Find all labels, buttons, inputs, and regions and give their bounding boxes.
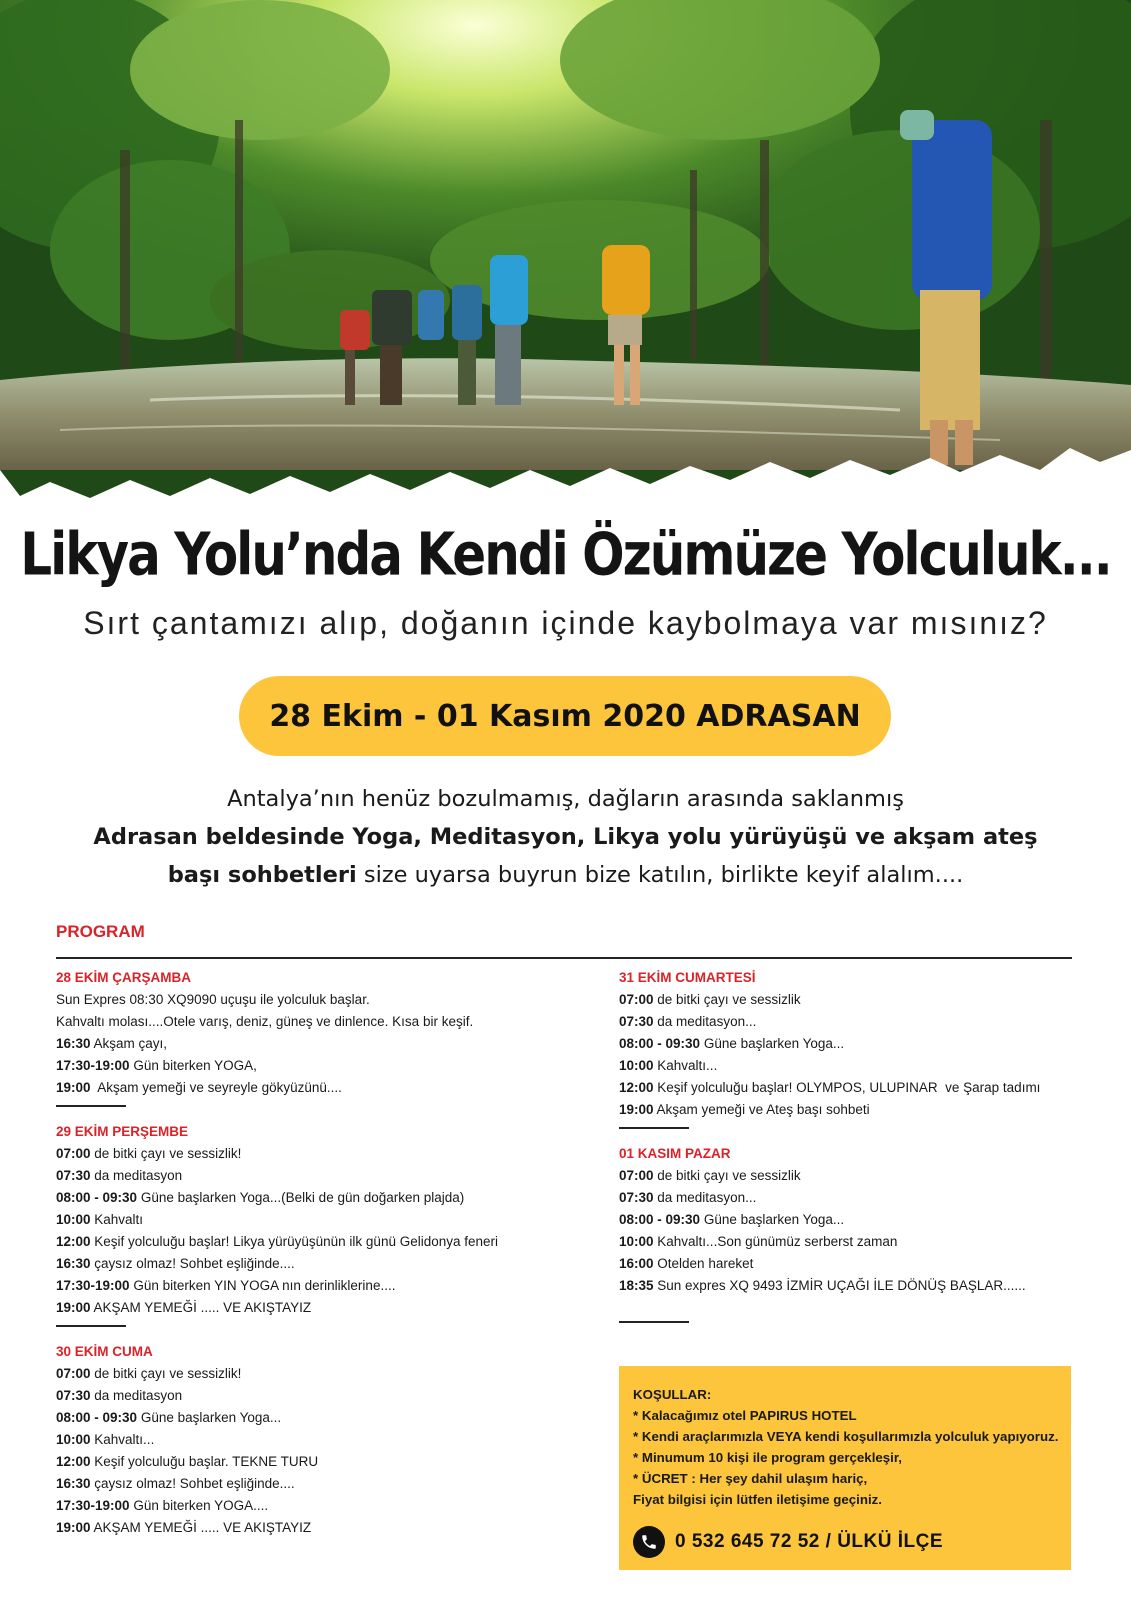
day-separator	[56, 1325, 126, 1327]
schedule-time: 07:00	[619, 1168, 654, 1183]
program-divider	[56, 957, 1072, 959]
schedule-line	[619, 1055, 1089, 1077]
schedule-line	[619, 1275, 1089, 1297]
schedule-line	[619, 1253, 1089, 1275]
schedule-line	[619, 1231, 1089, 1253]
schedule-time: 19:00	[56, 1080, 91, 1095]
schedule-text: Güne başlarken Yoga...	[700, 1036, 845, 1051]
schedule-text: Otelden hareket	[653, 1256, 754, 1271]
schedule-line	[56, 1209, 576, 1231]
schedule-text: Keşif yolculuğu başlar! OLYMPOS, ULUPINAR ve Şarap tadımı	[653, 1080, 1041, 1095]
schedule-time: 12:00	[56, 1234, 91, 1249]
schedule-line	[619, 989, 1089, 1011]
schedule-line	[56, 1187, 576, 1209]
page-title: Likya Yolu’nda Kendi Özümüze Yolculuk...	[20, 520, 1111, 589]
schedule-text: Kahvaltı molası....Otele varış, deniz, güneş ve dinlence. Kısa bir keşif.	[56, 1014, 474, 1029]
schedule-time: 07:00	[56, 1146, 91, 1161]
intro-line-2: Adrasan beldesinde Yoga, Meditasyon, Likya yolu yürüyüşü ve akşam ateş	[93, 824, 1038, 850]
program-heading: PROGRAM	[56, 922, 145, 941]
schedule-time: 17:30-19:00	[56, 1498, 130, 1513]
schedule-line	[56, 1011, 576, 1033]
schedule-text: da meditasyon	[90, 1388, 183, 1403]
schedule-text: Akşam çayı,	[90, 1036, 168, 1051]
conditions-heading: KOŞULLAR:	[633, 1387, 712, 1402]
schedule-text: Kahvaltı...	[653, 1058, 718, 1073]
schedule-text: Gün biterken YOGA,	[129, 1058, 257, 1073]
schedule-line	[56, 1407, 576, 1429]
program-day	[619, 1143, 1089, 1323]
schedule-text: Keşif yolculuğu başlar. TEKNE TURU	[90, 1454, 319, 1469]
schedule-text: çaysız olmaz! Sohbet eşliğinde....	[90, 1256, 295, 1271]
schedule-time: 07:30	[56, 1388, 91, 1403]
schedule-time: 17:30-19:00	[56, 1058, 130, 1073]
schedule-time: 08:00 - 09:30	[619, 1212, 701, 1227]
phone-icon	[633, 1526, 665, 1558]
schedule-line	[56, 1077, 576, 1099]
schedule-line	[56, 1517, 576, 1539]
schedule-text: Sun Expres 08:30 XQ9090 uçuşu ile yolculuk başlar.	[56, 992, 370, 1007]
schedule-line	[56, 1297, 576, 1319]
condition-item: Fiyat bilgisi için lütfen iletişime geçiniz.	[633, 1492, 882, 1507]
schedule-text: de bitki çayı ve sessizlik!	[90, 1146, 242, 1161]
program-day	[56, 1121, 576, 1327]
schedule-text: de bitki çayı ve sessizlik	[653, 1168, 801, 1183]
program-column-left	[56, 967, 576, 1551]
schedule-time: 12:00	[56, 1454, 91, 1469]
schedule-line	[56, 1385, 576, 1407]
day-separator	[56, 1105, 126, 1107]
schedule-line	[56, 1451, 576, 1473]
schedule-text: Keşif yolculuğu başlar! Likya yürüyüşünün ilk günü Gelidonya feneri	[90, 1234, 499, 1249]
schedule-time: 10:00	[619, 1234, 654, 1249]
schedule-time: 12:00	[619, 1080, 654, 1095]
schedule-time: 07:00	[56, 1366, 91, 1381]
schedule-time: 07:30	[619, 1190, 654, 1205]
schedule-text: da meditasyon...	[653, 1014, 757, 1029]
schedule-text: Gün biterken YOGA....	[129, 1498, 269, 1513]
schedule-line	[56, 1473, 576, 1495]
schedule-line	[56, 1495, 576, 1517]
day-heading: 31 EKİM CUMARTESİ	[619, 970, 756, 985]
schedule-line	[619, 1077, 1089, 1099]
phone-number: 0 532 645 72 52 / ÜLKÜ İLÇE	[675, 1531, 944, 1552]
schedule-line	[56, 1143, 576, 1165]
schedule-line	[56, 1275, 576, 1297]
schedule-text: de bitki çayı ve sessizlik!	[90, 1366, 242, 1381]
schedule-line	[56, 1363, 576, 1385]
intro-line-1: Antalya’nın henüz bozulmamış, dağların arasında saklanmış	[227, 786, 904, 812]
schedule-line	[619, 1033, 1089, 1055]
schedule-time: 10:00	[56, 1432, 91, 1447]
schedule-text: Güne başlarken Yoga...(Belki de gün doğarken plajda)	[137, 1190, 465, 1205]
program-day	[56, 967, 576, 1107]
schedule-line	[619, 1099, 1089, 1121]
schedule-time: 10:00	[619, 1058, 654, 1073]
schedule-text: Sun expres XQ 9493 İZMİR UÇAĞI İLE DÖNÜŞ BAŞLAR......	[653, 1278, 1026, 1293]
condition-item: * Kalacağımız otel PAPIRUS HOTEL	[633, 1408, 857, 1423]
schedule-time: 19:00	[56, 1520, 91, 1535]
condition-item: * Kendi araçlarımızla VEYA kendi koşullarımızla yolculuk yapıyoruz.	[633, 1429, 1059, 1444]
schedule-line	[56, 1033, 576, 1055]
schedule-line	[619, 1165, 1089, 1187]
schedule-line	[619, 1187, 1089, 1209]
date-banner-text: 28 Ekim - 01 Kasım 2020 ADRASAN	[269, 698, 861, 734]
schedule-text: da meditasyon...	[653, 1190, 757, 1205]
day-heading: 01 KASIM PAZAR	[619, 1146, 731, 1161]
schedule-time: 07:30	[56, 1168, 91, 1183]
schedule-text: AKŞAM YEMEĞİ ..... VE AKIŞTAYIZ	[90, 1520, 312, 1535]
schedule-time: 08:00 - 09:30	[619, 1036, 701, 1051]
schedule-time: 07:30	[619, 1014, 654, 1029]
schedule-line	[619, 1209, 1089, 1231]
schedule-line	[56, 1165, 576, 1187]
schedule-line	[56, 989, 576, 1011]
schedule-time: 19:00	[619, 1102, 654, 1117]
schedule-line	[56, 1231, 576, 1253]
program-day	[56, 1341, 576, 1539]
schedule-line	[619, 1011, 1089, 1033]
schedule-text: da meditasyon	[90, 1168, 183, 1183]
intro-text	[40, 780, 1091, 894]
schedule-time: 08:00 - 09:30	[56, 1410, 138, 1425]
schedule-time: 18:35	[619, 1278, 654, 1293]
schedule-line	[56, 1429, 576, 1451]
schedule-time: 16:00	[619, 1256, 654, 1271]
schedule-text: Akşam yemeği ve seyreyle gökyüzünü....	[90, 1080, 342, 1095]
program-column-right	[619, 967, 1089, 1337]
intro-line-3: başı sohbetleri size uyarsa buyrun bize katılın, birlikte keyif alalım....	[167, 862, 964, 888]
schedule-text: Kahvaltı...Son günümüz serberst zaman	[653, 1234, 898, 1249]
schedule-text: Gün biterken YIN YOGA nın derinliklerine....	[129, 1278, 396, 1293]
conditions-box	[619, 1366, 1071, 1570]
date-banner	[239, 676, 891, 756]
page-subtitle: Sırt çantamızı alıp, doğanın içinde kaybolmaya var mısınız?	[83, 605, 1048, 641]
schedule-line	[56, 1055, 576, 1077]
day-separator	[619, 1127, 689, 1129]
schedule-text: Akşam yemeği ve Ateş başı sohbeti	[653, 1102, 870, 1117]
schedule-time: 19:00	[56, 1300, 91, 1315]
schedule-text: de bitki çayı ve sessizlik	[653, 992, 801, 1007]
condition-item: * ÜCRET : Her şey dahil ulaşım hariç,	[633, 1471, 868, 1486]
condition-item: * Minumum 10 kişi ile program gerçekleşir,	[633, 1450, 903, 1465]
schedule-text: AKŞAM YEMEĞİ ..... VE AKIŞTAYIZ	[90, 1300, 312, 1315]
schedule-text: Kahvaltı	[90, 1212, 144, 1227]
day-heading: 30 EKİM CUMA	[56, 1344, 153, 1359]
day-heading: 29 EKİM PERŞEMBE	[56, 1124, 189, 1139]
contact-phone[interactable]	[633, 1526, 943, 1558]
day-separator	[619, 1321, 689, 1323]
schedule-time: 07:00	[619, 992, 654, 1007]
schedule-time: 17:30-19:00	[56, 1278, 130, 1293]
schedule-time: 16:30	[56, 1036, 91, 1051]
program-day	[619, 967, 1089, 1129]
schedule-time: 16:30	[56, 1256, 91, 1271]
schedule-text: çaysız olmaz! Sohbet eşliğinde....	[90, 1476, 295, 1491]
schedule-time: 10:00	[56, 1212, 91, 1227]
day-heading: 28 EKİM ÇARŞAMBA	[56, 970, 192, 985]
schedule-text: Kahvaltı...	[90, 1432, 155, 1447]
schedule-text: Güne başlarken Yoga...	[700, 1212, 845, 1227]
schedule-time: 16:30	[56, 1476, 91, 1491]
conditions-list	[633, 1384, 1063, 1510]
schedule-time: 08:00 - 09:30	[56, 1190, 138, 1205]
hero-photo	[0, 0, 1131, 510]
schedule-text: Güne başlarken Yoga...	[137, 1410, 282, 1425]
schedule-line	[56, 1253, 576, 1275]
